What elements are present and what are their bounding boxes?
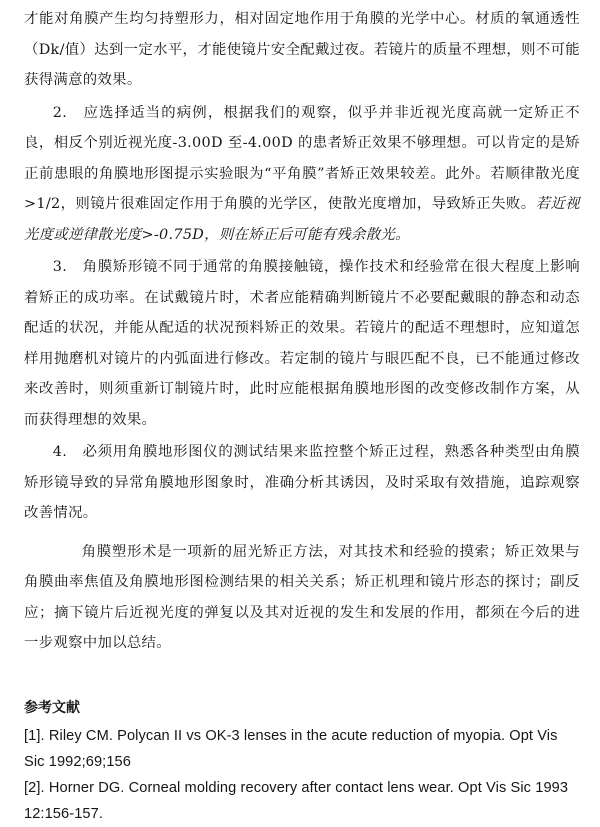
references-heading: 参考文献 (24, 699, 80, 716)
paragraph-point-2-text: 2. 应选择适当的病例，根据我们的观察，似乎并非近视光度高就一定矫正不良，相反个别近视光度-3.00D 至-4.00D 的患者矫正效果不够理想。可以肯定的是矫正前患眼的角膜地形图提示实验眼为“平角膜”者矫正效果较差。此外。若顺律散光度>1/2，则镜片很难固定作用于角膜的光学区，使散光度增加，导致矫正失败。 (24, 104, 580, 212)
paragraph-point-2-italic: 若近视光度或逆律散光度>-0.75D，则在矫正后可能有残余散光。 (24, 196, 580, 243)
reference-item-1: [1]. Riley CM. Polycan II vs OK-3 lenses in the acute reduction of myopia. Opt Vis Sic 1992;69;156 (24, 727, 558, 770)
paragraph-point-2 (24, 98, 580, 251)
paragraph-conclusion: 角膜塑形术是一项新的屈光矫正方法，对其技术和经验的摸索；矫正效果与角膜曲率焦值及角膜地形图检测结果的相关关系；矫正机理和镜片形态的探讨；副反应；摘下镜片后近视光度的弹复以及其对近视的发生和发展的作用，都须在今后的进一步观察中加以总结。 (24, 543, 580, 651)
paragraph-continuation: 才能对角膜产生均匀持塑形力，相对固定地作用于角膜的光学中心。材质的氧通透性（Dk/值）达到一定水平，才能使镜片安全配戴过夜。若镜片的质量不理想，则不可能获得满意的效果。 (24, 11, 580, 88)
reference-item-2: [2]. Horner DG. Corneal molding recovery after contact lens wear. Opt Vis Sic 1993 12:156-157. (24, 779, 569, 822)
paragraph-point-4: 4. 必须用角膜地形图仪的测试结果来监控整个矫正过程，熟悉各种类型由角膜矫形镜导致的异常角膜地形图象时，准确分析其诱因，及时采取有效措施，追踪观察改善情况。 (24, 444, 580, 521)
paragraph-point-3: 3. 角膜矫形镜不同于通常的角膜接触镜，操作技术和经验常在很大程度上影响着矫正的成功率。在试戴镜片时，术者应能精确判断镜片不必要配戴眼的静态和动态配适的状况，并能从配适的状况预料矫正的效果。若镜片的配适不理想时，应知道怎样用抛磨机对镜片的内弧面进行修改。若定制的镜片与眼匹配不良，已不能通过修改来改善时，则须重新订制镜片时，此时应能根据角膜地形图的改变修改制作方案，从而获得理想的效果。 (24, 259, 580, 428)
references-section (24, 697, 580, 827)
